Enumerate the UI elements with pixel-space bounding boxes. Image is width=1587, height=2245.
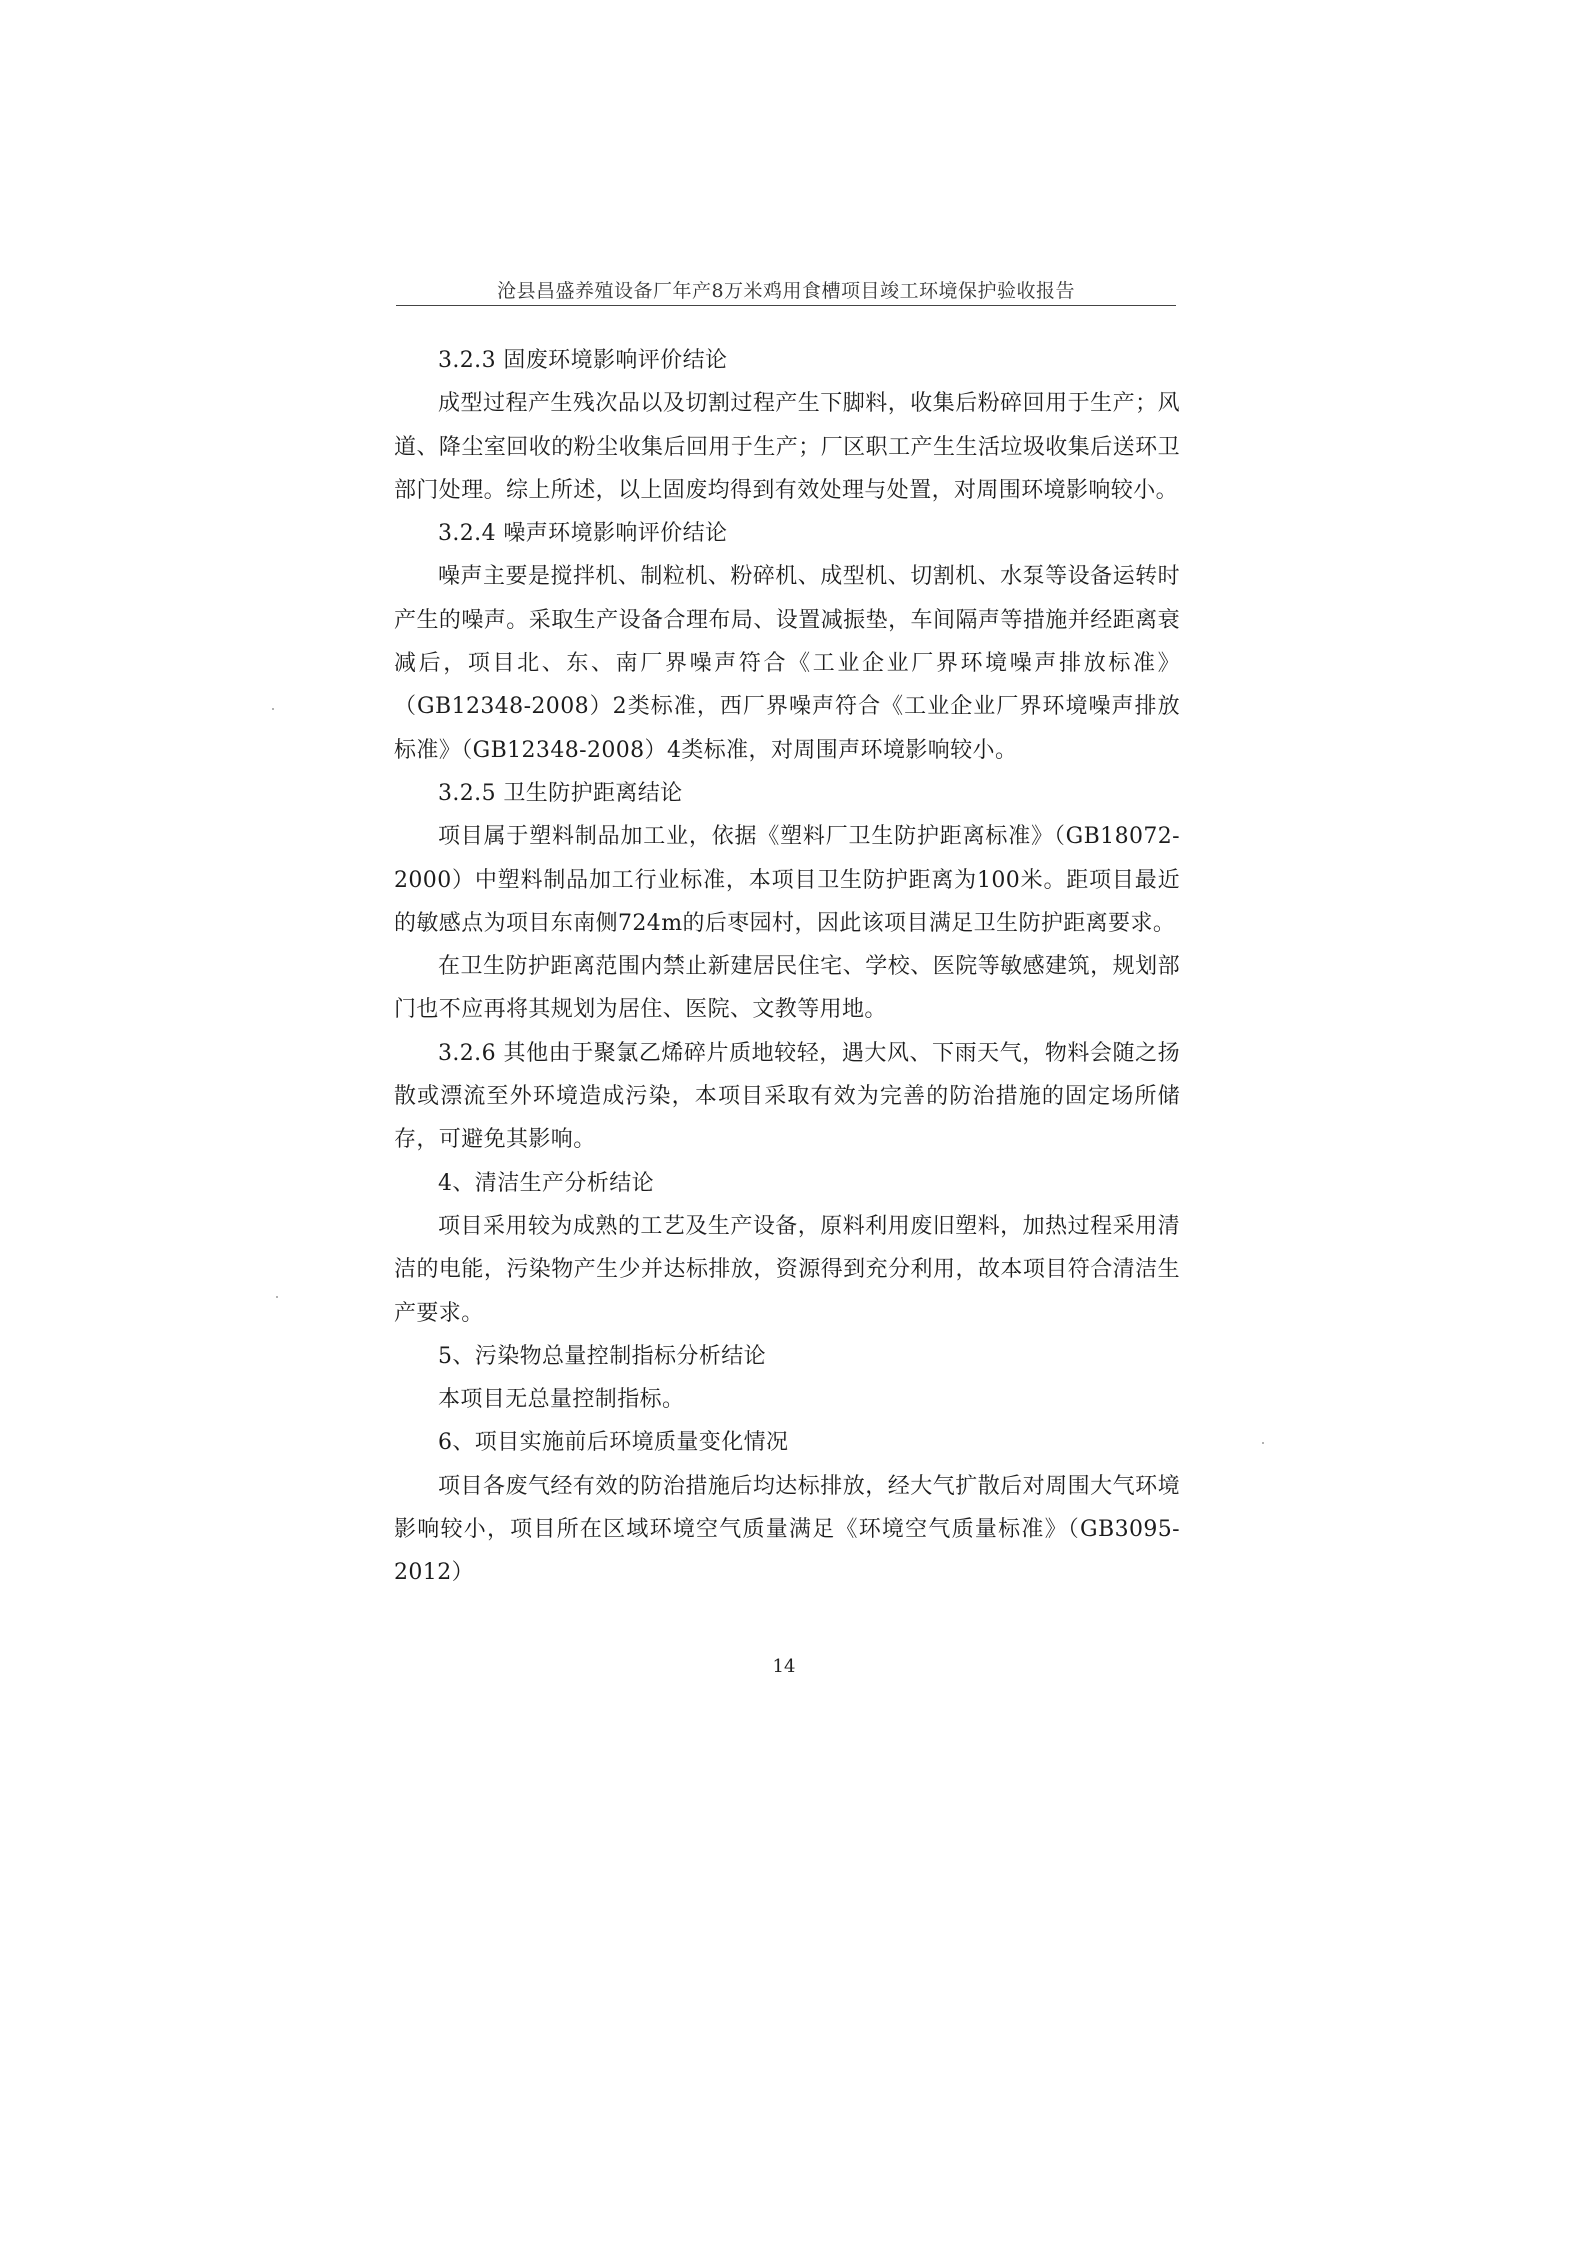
paragraph-total-control: 本项目无总量控制指标。 [438, 1387, 685, 1413]
scan-speck [1262, 1442, 1264, 1444]
paragraph-noise: 噪声主要是搅拌机、制粒机、粉碎机、成型机、切割机、水泵等设备运转时产生的噪声。采取生产设备合理布局、设置减振垫，车间隔声等措施并经距离衰减后，项目北、东、南厂界噪声符合《工业企业厂界环境噪声排放标准》（GB12348-2008）2类标准，西厂界噪声符合《工业企业厂界环境噪声排放标准》（GB12348-2008）4类标准，对周围声环境影响较小。 [394, 564, 1180, 763]
section-heading-3-2-4: 3.2.4 噪声环境影响评价结论 [438, 521, 728, 547]
paragraph-protection-zone: 在卫生防护距离范围内禁止新建居民住宅、学校、医院等敏感建筑，规划部门也不应再将其规划为居住、医院、文教等用地。 [394, 954, 1180, 1023]
paragraph-3-2-6: 3.2.6 其他由于聚氯乙烯碎片质地较轻，遇大风、下雨天气，物料会随之扬散或漂流至外环境造成污染，本项目采取有效为完善的防治措施的固定场所储存，可避免其影响。 [394, 1040, 1180, 1153]
page-header: 沧县昌盛养殖设备厂年产8万米鸡用食槽项目竣工环境保护验收报告 [496, 280, 1076, 302]
section-heading-4: 4、清洁生产分析结论 [438, 1170, 654, 1196]
paragraph-environment-quality: 项目各废气经有效的防治措施后均达标排放，经大气扩散后对周围大气环境影响较小，项目所在区域环境空气质量满足《环境空气质量标准》（GB3095-2012） [394, 1473, 1180, 1586]
scan-speck [272, 708, 274, 710]
paragraph-clean-production: 项目采用较为成熟的工艺及生产设备，原料利用废旧塑料，加热过程采用清洁的电能，污染物产生少并达标排放，资源得到充分利用，故本项目符合清洁生产要求。 [394, 1213, 1180, 1326]
paragraph-solid-waste: 成型过程产生残次品以及切割过程产生下脚料，收集后粉碎回用于生产；风道、降尘室回收的粉尘收集后回用于生产；厂区职工产生生活垃圾收集后送环卫部门处理。综上所述，以上固废均得到有效处理与处置，对周围环境影响较小。 [394, 391, 1180, 503]
document-body [394, 339, 1180, 1595]
section-heading-3-2-3: 3.2.3 固废环境影响评价结论 [438, 348, 728, 373]
section-heading-6: 6、项目实施前后环境质量变化情况 [438, 1430, 789, 1456]
section-heading-5: 5、污染物总量控制指标分析结论 [438, 1343, 766, 1369]
paragraph-protection-distance: 项目属于塑料制品加工业，依据《塑料厂卫生防护距离标准》（GB18072-2000）中塑料制品加工行业标准，本项目卫生防护距离为100米。距项目最近的敏感点为项目东南侧724m的后枣园村，因此该项目满足卫生防护距离要求。 [394, 824, 1180, 936]
header-rule [396, 305, 1176, 306]
scan-speck [276, 1296, 278, 1298]
page-number: 14 [772, 1656, 796, 1677]
section-heading-3-2-5: 3.2.5 卫生防护距离结论 [438, 780, 683, 806]
